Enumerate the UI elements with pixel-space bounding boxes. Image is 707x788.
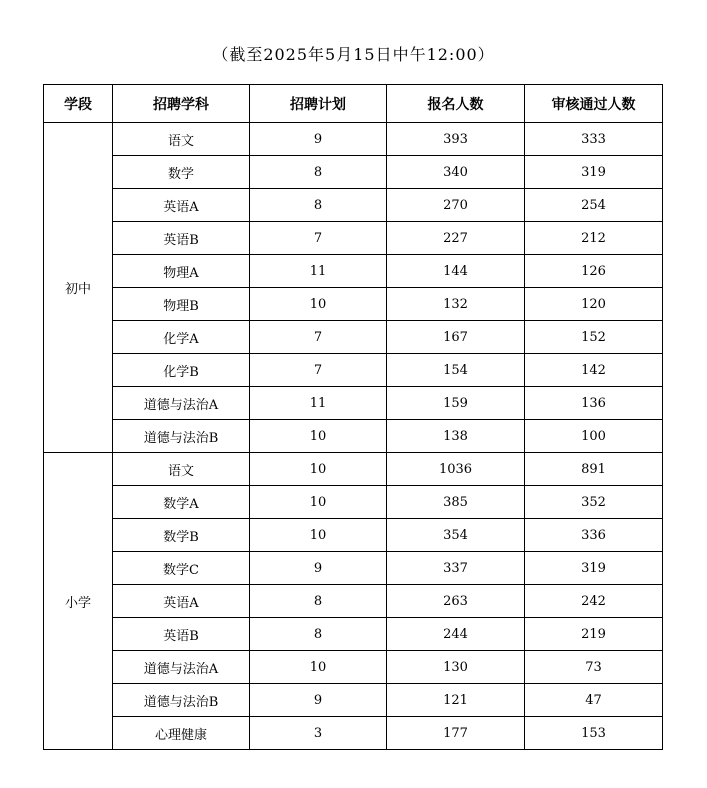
table-row — [44, 651, 663, 684]
approved-cell: 891 — [525, 453, 663, 486]
table-row — [44, 123, 663, 156]
plan-cell: 10 — [250, 288, 387, 321]
applicants-cell: 154 — [387, 354, 525, 387]
approved-cell: 142 — [525, 354, 663, 387]
approved-cell: 219 — [525, 618, 663, 651]
plan-cell: 10 — [250, 651, 387, 684]
subject-cell: 心理健康 — [113, 717, 250, 750]
plan-cell: 9 — [250, 123, 387, 156]
applicants-cell: 385 — [387, 486, 525, 519]
header-applicants: 报名人数 — [387, 85, 525, 123]
plan-cell: 9 — [250, 684, 387, 717]
subject-cell: 物理A — [113, 255, 250, 288]
applicants-cell: 1036 — [387, 453, 525, 486]
approved-cell: 100 — [525, 420, 663, 453]
approved-cell: 126 — [525, 255, 663, 288]
stage-cell: 小学 — [44, 453, 113, 750]
subject-cell: 数学C — [113, 552, 250, 585]
plan-cell: 7 — [250, 354, 387, 387]
table-row — [44, 486, 663, 519]
approved-cell: 152 — [525, 321, 663, 354]
approved-cell: 136 — [525, 387, 663, 420]
applicants-cell: 270 — [387, 189, 525, 222]
stage-cell: 初中 — [44, 123, 113, 453]
subject-cell: 化学B — [113, 354, 250, 387]
plan-cell: 8 — [250, 585, 387, 618]
header-stage: 学段 — [44, 85, 113, 123]
plan-cell: 8 — [250, 189, 387, 222]
applicants-cell: 159 — [387, 387, 525, 420]
plan-cell: 10 — [250, 453, 387, 486]
plan-cell: 10 — [250, 420, 387, 453]
table-row — [44, 354, 663, 387]
table-body — [44, 123, 663, 750]
applicants-cell: 177 — [387, 717, 525, 750]
subject-cell: 英语B — [113, 222, 250, 255]
applicants-cell: 354 — [387, 519, 525, 552]
table-row — [44, 453, 663, 486]
approved-cell: 47 — [525, 684, 663, 717]
table-row — [44, 618, 663, 651]
table-row — [44, 321, 663, 354]
subject-cell: 物理B — [113, 288, 250, 321]
table-caption: （截至2025年5月15日中午12:00） — [212, 45, 495, 64]
table-row — [44, 585, 663, 618]
table-row — [44, 684, 663, 717]
subject-cell: 英语B — [113, 618, 250, 651]
subject-cell: 英语A — [113, 585, 250, 618]
approved-cell: 73 — [525, 651, 663, 684]
subject-cell: 化学A — [113, 321, 250, 354]
applicants-cell: 263 — [387, 585, 525, 618]
applicants-cell: 244 — [387, 618, 525, 651]
subject-cell: 道德与法治A — [113, 387, 250, 420]
plan-cell: 10 — [250, 519, 387, 552]
subject-cell: 语文 — [113, 453, 250, 486]
recruitment-table — [43, 84, 663, 750]
applicants-cell: 167 — [387, 321, 525, 354]
header-subject: 招聘学科 — [113, 85, 250, 123]
table-row — [44, 222, 663, 255]
applicants-cell: 130 — [387, 651, 525, 684]
table-row — [44, 387, 663, 420]
table-row — [44, 255, 663, 288]
approved-cell: 333 — [525, 123, 663, 156]
plan-cell: 7 — [250, 222, 387, 255]
plan-cell: 11 — [250, 387, 387, 420]
header-plan: 招聘计划 — [250, 85, 387, 123]
table-row — [44, 189, 663, 222]
plan-cell: 3 — [250, 717, 387, 750]
approved-cell: 319 — [525, 552, 663, 585]
plan-cell: 8 — [250, 618, 387, 651]
approved-cell: 336 — [525, 519, 663, 552]
subject-cell: 道德与法治B — [113, 420, 250, 453]
approved-cell: 153 — [525, 717, 663, 750]
subject-cell: 道德与法治B — [113, 684, 250, 717]
table-row — [44, 420, 663, 453]
applicants-cell: 393 — [387, 123, 525, 156]
approved-cell: 319 — [525, 156, 663, 189]
table-row — [44, 519, 663, 552]
header-approved: 审核通过人数 — [525, 85, 663, 123]
table-row — [44, 717, 663, 750]
subject-cell: 数学 — [113, 156, 250, 189]
table-row — [44, 552, 663, 585]
applicants-cell: 340 — [387, 156, 525, 189]
subject-cell: 数学A — [113, 486, 250, 519]
applicants-cell: 144 — [387, 255, 525, 288]
applicants-cell: 138 — [387, 420, 525, 453]
applicants-cell: 337 — [387, 552, 525, 585]
plan-cell: 10 — [250, 486, 387, 519]
subject-cell: 数学B — [113, 519, 250, 552]
plan-cell: 8 — [250, 156, 387, 189]
plan-cell: 9 — [250, 552, 387, 585]
approved-cell: 242 — [525, 585, 663, 618]
applicants-cell: 121 — [387, 684, 525, 717]
subject-cell: 语文 — [113, 123, 250, 156]
applicants-cell: 132 — [387, 288, 525, 321]
approved-cell: 212 — [525, 222, 663, 255]
approved-cell: 254 — [525, 189, 663, 222]
subject-cell: 英语A — [113, 189, 250, 222]
header-row — [44, 85, 663, 123]
approved-cell: 120 — [525, 288, 663, 321]
table-row — [44, 156, 663, 189]
applicants-cell: 227 — [387, 222, 525, 255]
subject-cell: 道德与法治A — [113, 651, 250, 684]
table-row — [44, 288, 663, 321]
approved-cell: 352 — [525, 486, 663, 519]
plan-cell: 11 — [250, 255, 387, 288]
plan-cell: 7 — [250, 321, 387, 354]
